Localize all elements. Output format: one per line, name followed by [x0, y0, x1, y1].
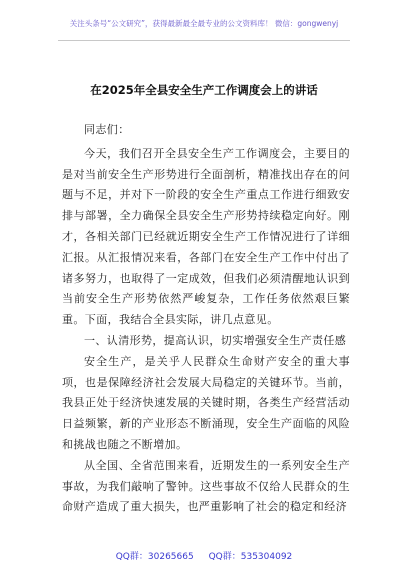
footer-qq-group-2: QQ群：535304092	[208, 552, 293, 562]
paragraph-intro: 今天，我们召开全县安全生产工作调度会，主要目的是对当前安全生产形势进行全面剖析，精准找出存在的问题与不足，并对下一阶段的安全生产重点工作进行细致安排与部署，全力确保全县安全生产形势持续稳定向好。刚才，各相关部门已经就近期安全生产工作情况进行了详细汇报。从汇报情况来看，各部门在安全生产工作中付出了诸多努力，也取得了一定成效，但我们必须清醒地认识到当前安全生产形势依然严峻复杂，工作任务依然艰巨繁重。下面，我结合全县实际，讲几点意见。	[62, 146, 350, 327]
header-divider	[58, 40, 350, 41]
paragraph-3: 从全国、全省范围来看，近期发生的一系列安全生产事故，为我们敲响了警钟。这些事故不仅给人民群众的生命财产造成了重大损失，也严重影响了社会的稳定和经济	[62, 458, 350, 514]
section-heading-1: 一、认清形势，提高认识，切实增强安全生产责任感	[84, 333, 347, 347]
footer-qq-group-1: QQ群：30265665	[115, 552, 194, 562]
paragraph-2: 安全生产，是关乎人民群众生命财产安全的重大事项，也是保障经济社会发展大局稳定的关键环节。当前，我县正处于经济快速发展的关键时期，各类生产经营活动日益频繁，新的产业形态不断涌现，安全生产面临的风险和挑战也随之不断增加。	[62, 354, 350, 451]
salutation: 同志们：	[84, 123, 130, 136]
header-banner: 关注头条号“公文研究”，获得最新最全最专业的公文资料库！ 微信：gongwenyj	[69, 19, 339, 28]
document-title: 在2025年全县安全生产工作调度会上的讲话	[90, 83, 318, 97]
document-body	[62, 120, 350, 518]
footer-contact	[0, 549, 408, 562]
